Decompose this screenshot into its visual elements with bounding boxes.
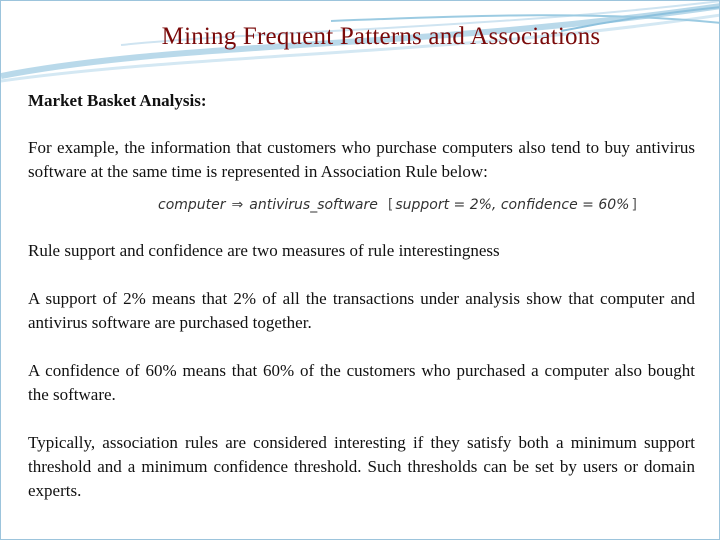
rule-close-bracket: ]	[631, 197, 637, 213]
section-heading: Market Basket Analysis:	[28, 91, 207, 110]
paragraph-measures: Rule support and confidence are two measures of rule interestingness	[28, 241, 500, 260]
slide-body	[28, 89, 695, 503]
association-rule-formula	[158, 191, 637, 219]
paragraph-support: A support of 2% means that 2% of all the transactions under analysis show that computer and antivirus software are purchased together.	[28, 289, 695, 332]
rule-open-bracket: [	[387, 197, 394, 213]
paragraph-confidence: A confidence of 60% means that 60% of the customers who purchased a computer also bought the software.	[28, 361, 695, 404]
paragraph-example: For example, the information that customers who purchase computers also tend to buy antivirus software at the same time is represented in Association Rule below:	[28, 138, 695, 181]
slide-title: Mining Frequent Patterns and Associations	[161, 23, 601, 50]
rule-antecedent: computer	[158, 197, 226, 213]
paragraph-thresholds: Typically, association rules are considered interesting if they satisfy both a minimum support threshold and a minimum confidence threshold. Such thresholds can be set by users or domain experts.	[28, 433, 695, 500]
rule-consequent: antivirus_software	[249, 197, 378, 213]
rule-support-confidence: support = 2%, confidence = 60%	[395, 197, 630, 213]
implies-arrow-icon: ⇒	[231, 197, 244, 213]
